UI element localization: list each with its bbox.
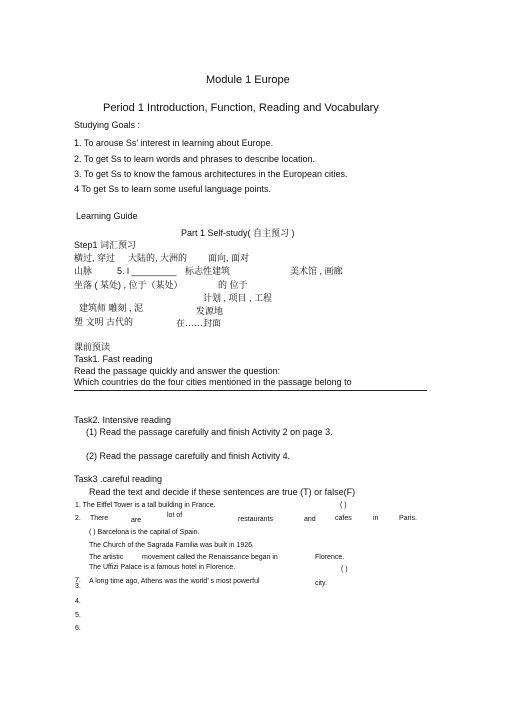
- statement-number: 7.: [75, 577, 81, 584]
- vocab-item: 塑 文明 古代的: [74, 317, 134, 327]
- vocab-item: 的 位于: [218, 280, 248, 290]
- statement-word: and: [304, 516, 316, 523]
- step1-heading: Step1 词汇预习: [74, 240, 137, 250]
- task1-title: Task1. Fast reading: [74, 354, 153, 364]
- statement: The Uffizi Palace is a famous hotel in Florence.: [89, 564, 236, 571]
- answer-line: [74, 390, 427, 391]
- vocab-item: 大陆的, 大洲的: [128, 253, 188, 263]
- statement-word: lot of: [167, 512, 183, 519]
- answer-bracket: ( ): [341, 566, 348, 573]
- task2-item: (1) Read the passage carefully and finish Activity 2 on page 3.: [86, 427, 333, 437]
- statement-word: There: [90, 515, 109, 522]
- vocab-item: 标志性建筑: [185, 266, 231, 276]
- part1-heading: Part 1 Self-study( 自主预习 ): [181, 228, 295, 238]
- task2-item: (2) Read the passage carefully and finish Activity 4.: [86, 451, 291, 461]
- learning-guide-heading: Learning Guide: [76, 211, 138, 221]
- statement-word: Paris.: [399, 515, 417, 522]
- vocab-item: 发源地: [196, 306, 224, 316]
- statement-number: 5.: [75, 612, 81, 619]
- statement: movement called the Renaissance began in: [142, 554, 278, 561]
- statement-number: 2.: [75, 515, 81, 522]
- statement-word: are: [131, 517, 142, 524]
- task3-instruction: Read the text and decide if these sentences are true (T) or false(F): [89, 487, 356, 497]
- vocab-item: 建筑师 雕刻 , 泥: [79, 303, 144, 313]
- statement: ( ) Barcelona is the capital of Spain.: [89, 529, 200, 536]
- statement-number: 4.: [75, 598, 81, 605]
- statement: 1. The Eiffel Tower is a tall building in France.: [75, 502, 216, 509]
- statement: city.: [315, 580, 327, 587]
- period-heading: Period 1 Introduction, Function, Reading and Vocabulary: [103, 102, 379, 114]
- statement-number: 3.: [75, 583, 81, 590]
- task1-instruction: Read the passage quickly and answer the question:: [74, 366, 281, 376]
- statement: Florence.: [315, 554, 345, 561]
- vocab-item: 坐落 ( 某处) , 位于（某处）: [74, 280, 183, 290]
- vocab-blank: 5. l _________: [117, 266, 177, 276]
- vocab-item: 面向, 面对: [208, 253, 250, 263]
- goal-item: 2. To get Ss to learn words and phrases to describe location.: [74, 154, 315, 164]
- goal-item: 3. To get Ss to know the famous architectures in the European cities.: [74, 169, 348, 179]
- answer-bracket: ( ): [340, 502, 347, 509]
- vocab-item: 在……封面: [176, 319, 222, 327]
- statement-word: restaurants: [238, 516, 274, 523]
- vocab-item: 横过, 穿过: [74, 253, 116, 263]
- goal-item: 4 To get Ss to learn some useful language points.: [74, 184, 271, 194]
- goal-item: 1. To arouse Ss’ interest in learning about Europe.: [74, 138, 274, 148]
- statement: A long time ago, Athens was the world’ s most powerful: [89, 578, 260, 585]
- statement: The artistic: [89, 554, 124, 561]
- vocab-item: 山脉: [74, 266, 93, 276]
- goals-heading: Studying Goals :: [74, 120, 141, 130]
- statement-word: cafes: [335, 515, 352, 522]
- task3-title: Task3 .careful reading: [74, 474, 163, 484]
- statement: The Church of the Sagrada Familia was built in 1926.: [89, 542, 254, 549]
- page-title: Module 1 Europe: [206, 74, 290, 86]
- statement-word: in: [373, 515, 379, 522]
- task1-question: Which countries do the four cities mentioned in the passage belong to: [74, 377, 352, 387]
- vocab-item: 美术馆 , 画廊: [290, 266, 343, 276]
- statement-number: 6.: [75, 625, 81, 632]
- preview-heading: 课前预读: [74, 342, 111, 352]
- vocab-item: 计划 , 项目 , 工程: [203, 293, 273, 303]
- task2-title: Task2. Intensive reading: [74, 415, 172, 425]
